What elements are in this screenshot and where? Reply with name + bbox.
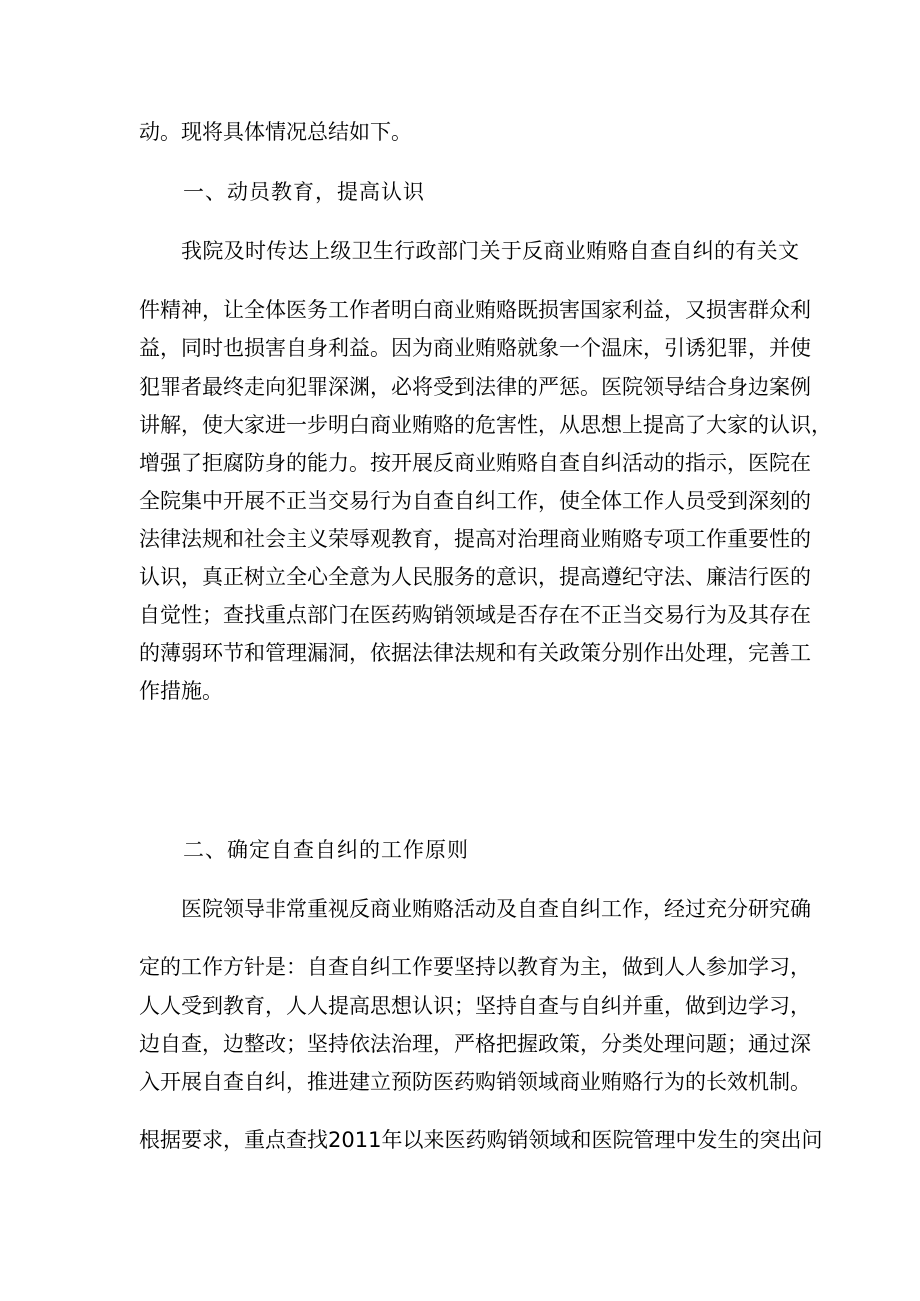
paragraph-line: 增强了拒腐防身的能力。按开展反商业贿赂自查自纠活动的指示，医院在 [139, 451, 811, 475]
paragraph-line: 自觉性；查找重点部门在医药购销领域是否存在不正当交易行为及其存在 [139, 603, 811, 627]
section-heading-2: 二、确定自查自纠的工作原则 [183, 838, 469, 862]
paragraph-line: 入开展自查自纠，推进建立预防医药购销领域商业贿赂行为的长效机制。 [139, 1070, 811, 1094]
paragraph-line: 全院集中开展不正当交易行为自查自纠工作，使全体工作人员受到深刻的 [139, 489, 811, 513]
paragraph-line: 边自查，边整改；坚持依法治理，严格把握政策，分类处理问题；通过深 [139, 1032, 811, 1056]
paragraph-line: 根据要求，重点查找2011年以来医药购销领域和医院管理中发生的突出问 [139, 1128, 823, 1152]
paragraph-line: 认识，真正树立全心全意为人民服务的意识，提高遵纪守法、廉洁行医的 [139, 565, 811, 589]
section-heading-1: 一、动员教育，提高认识 [183, 180, 425, 204]
paragraph-line: 定的工作方针是：自查自纠工作要坚持以教育为主，做到人人参加学习， [139, 955, 811, 979]
paragraph-line: 益，同时也损害自身利益。因为商业贿赂就象一个温床，引诱犯罪，并使 [139, 336, 811, 360]
paragraph-line: 作措施。 [139, 679, 223, 703]
paragraph-line: 我院及时传达上级卫生行政部门关于反商业贿赂自查自纠的有关文 [181, 239, 799, 263]
paragraph-line: 医院领导非常重视反商业贿赂活动及自查自纠工作，经过充分研究确 [181, 897, 811, 921]
paragraph-line: 讲解，使大家进一步明白商业贿赂的危害性，从思想上提高了大家的认识， [139, 413, 832, 437]
paragraph-line: 法律法规和社会主义荣辱观教育，提高对治理商业贿赂专项工作重要性的 [139, 527, 811, 551]
intro-line: 动。现将具体情况总结如下。 [139, 120, 412, 144]
paragraph-line: 的薄弱环节和管理漏洞，依据法律法规和有关政策分别作出处理，完善工 [139, 641, 811, 665]
paragraph-line: 犯罪者最终走向犯罪深渊，必将受到法律的严惩。医院领导结合身边案例 [139, 375, 811, 399]
paragraph-line: 件精神，让全体医务工作者明白商业贿赂既损害国家利益，又损害群众利 [139, 298, 811, 322]
paragraph-line: 人人受到教育，人人提高思想认识；坚持自查与自纠并重，做到边学习， [139, 994, 811, 1018]
